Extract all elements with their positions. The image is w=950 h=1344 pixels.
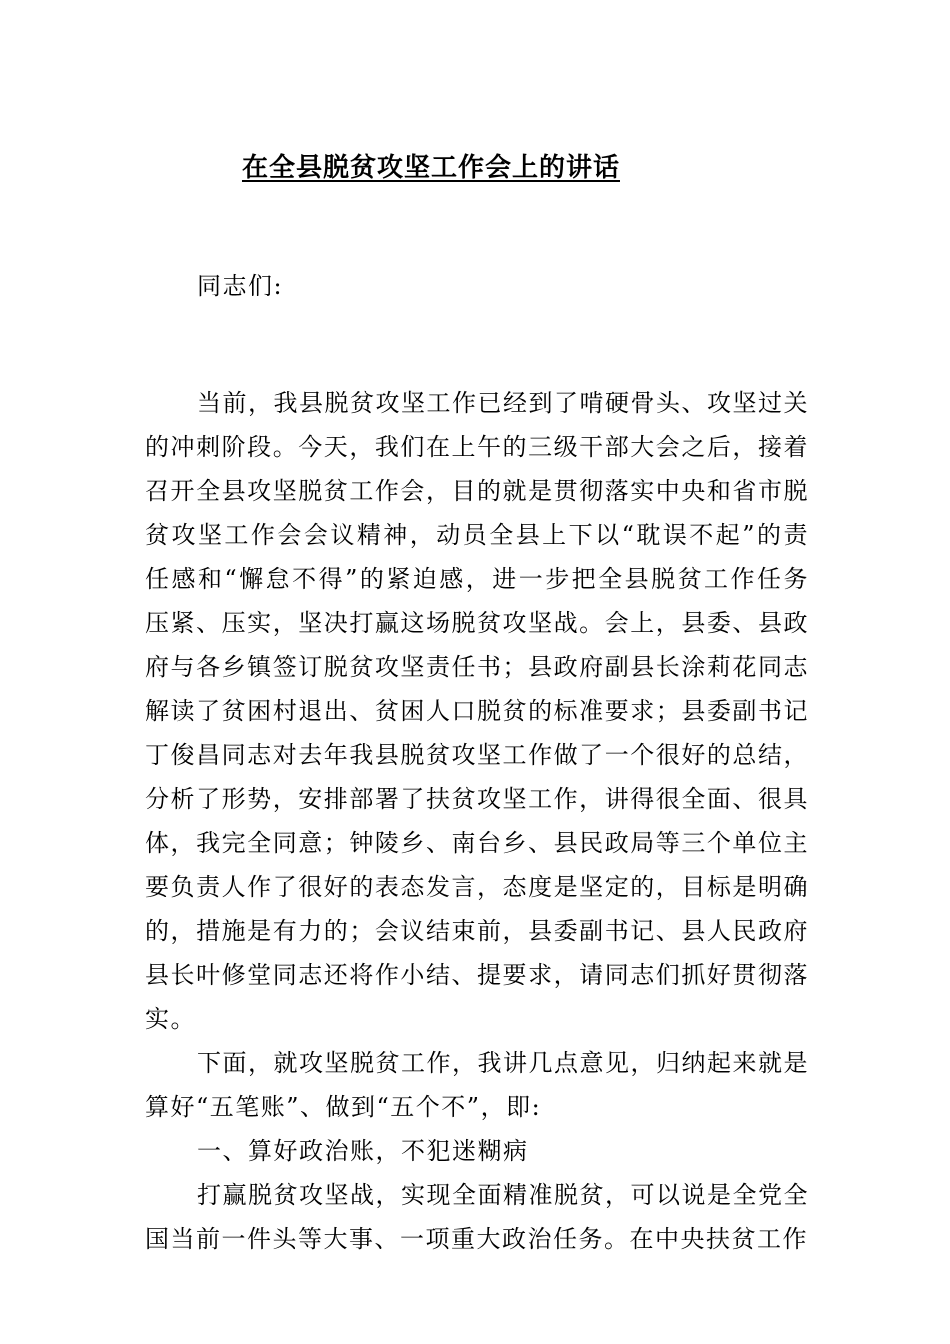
paragraph-section-1: 打赢脱贫攻坚战，实现全面精准脱贫，可以说是全党全国当前一件头等大事、一项重大政治任务。在中央扶贫工作 (145, 1181, 809, 1253)
section-heading-1: 一、算好政治账，不犯迷糊病 (197, 1137, 529, 1165)
paragraph-intro: 当前，我县脱贫攻坚工作已经到了啃硬骨头、攻坚过关的冲刺阶段。今天，我们在上午的三级干部大会之后，接着召开全县攻坚脱贫工作会，目的就是贯彻落实中央和省市脱贫攻坚工作会会议精神，动员全县上下以“耽误不起”的责任感和“懈怠不得”的紧迫感，进一步把全县脱贫工作任务压紧、压实，坚决打赢这场脱贫攻坚战。会上，县委、县政府与各乡镇签订脱贫攻坚责任书；县政府副县长涂莉花同志解读了贫困村退出、贫困人口脱贫的标准要求；县委副书记丁俊昌同志对去年我县脱贫攻坚工作做了一个很好的总结，分析了形势，安排部署了扶贫攻坚工作，讲得很全面、很具体，我完全同意；钟陵乡、南台乡、县民政局等三个单位主要负责人作了很好的表态发言，态度是坚定的，目标是明确的，措施是有力的；会议结束前，县委副书记、县人民政府县长叶修堂同志还将作小结、提要求，请同志们抓好贯彻落实。 (145, 389, 809, 1033)
document-body (145, 381, 809, 1261)
salutation: 同志们: (197, 272, 284, 300)
paragraph-overview: 下面，就攻坚脱贫工作，我讲几点意见，归纳起来就是算好“五笔账”、做到“五个不”，即: (145, 1049, 809, 1121)
document-title: 在全县脱贫攻坚工作会上的讲话 (241, 153, 620, 183)
